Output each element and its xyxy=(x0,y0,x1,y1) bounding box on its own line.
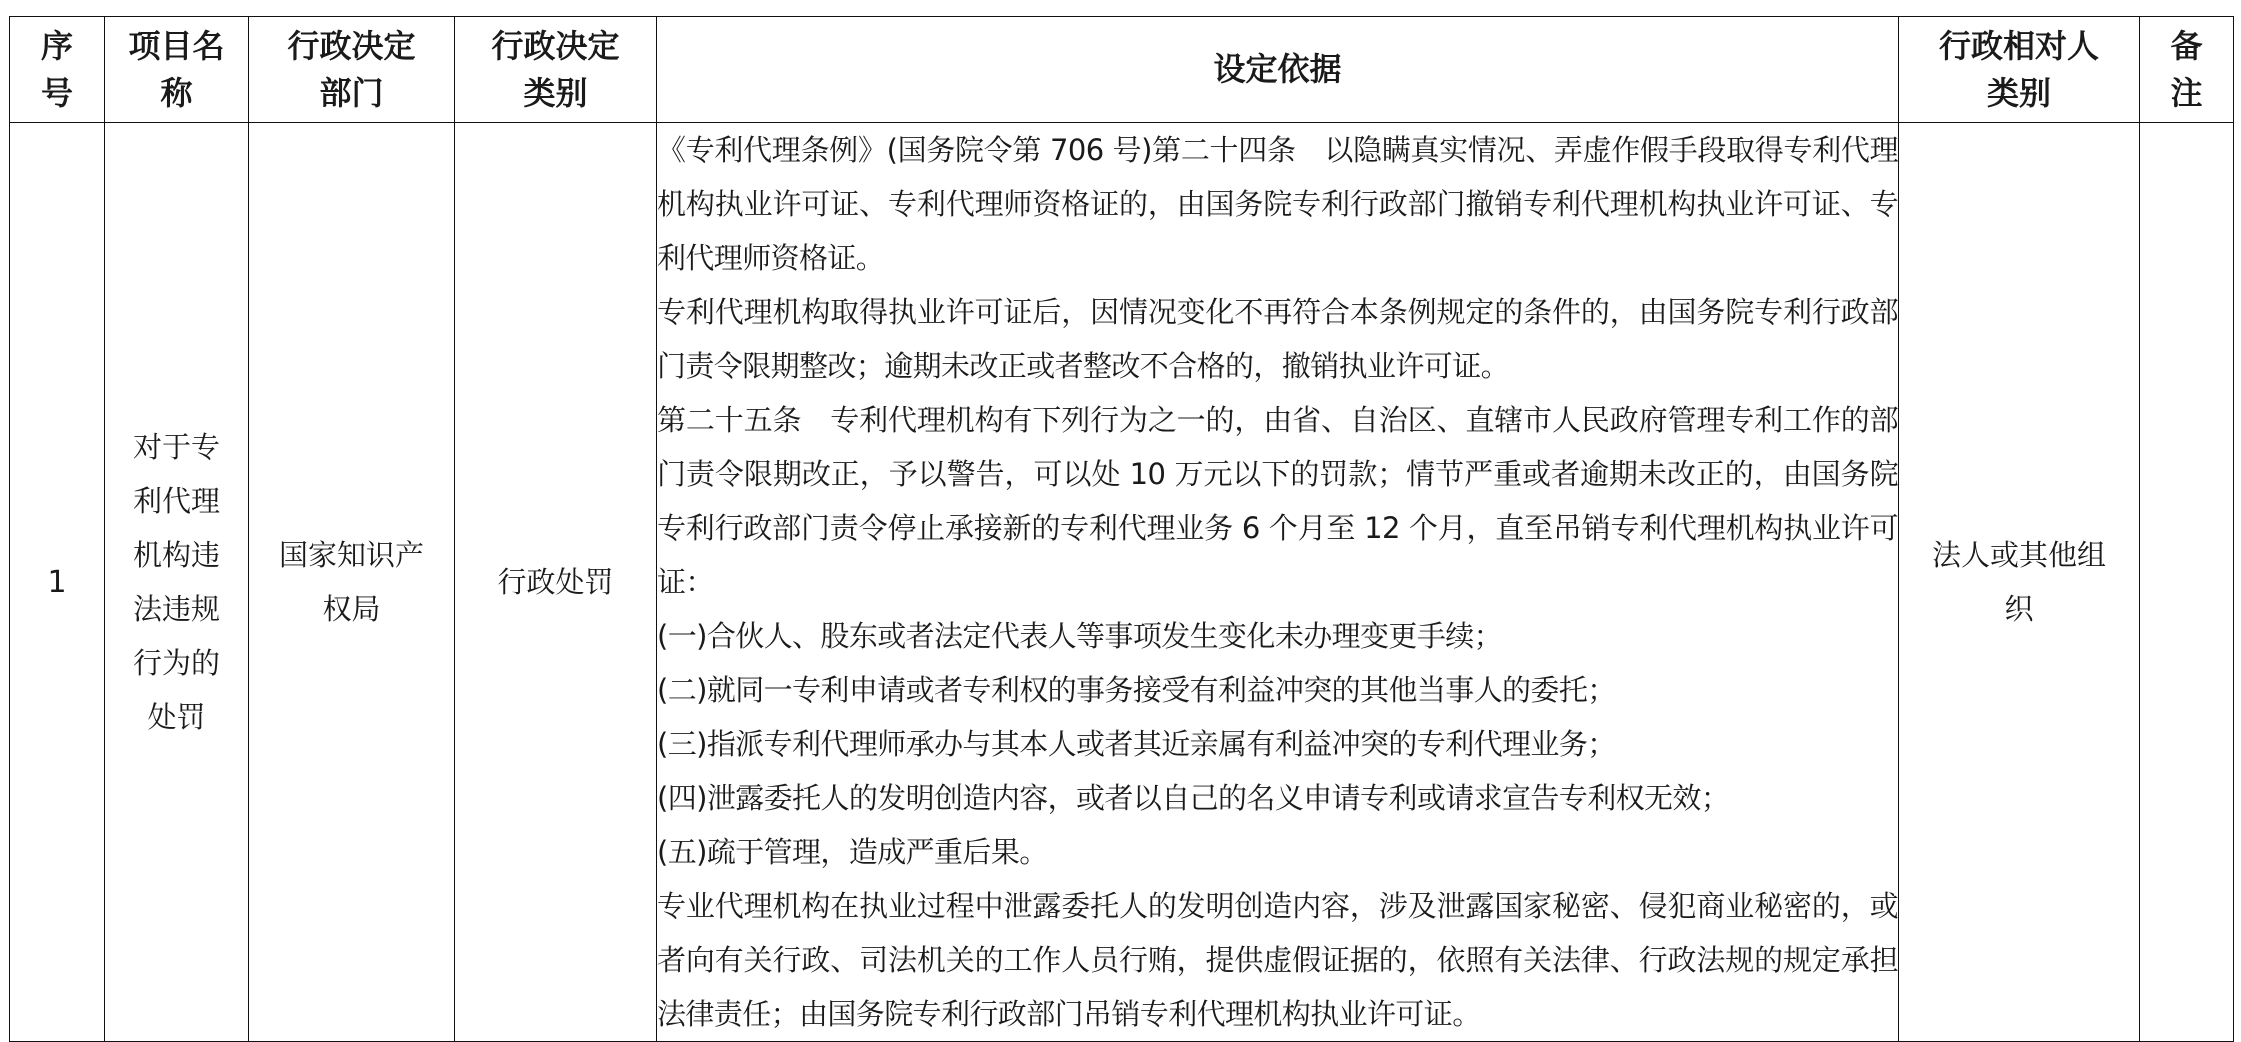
header-name xyxy=(105,17,249,123)
basis-paragraph: (五)疏于管理，造成严重后果。 xyxy=(657,835,1048,869)
row-category: 行政处罚 xyxy=(497,565,614,599)
row-seq: 1 xyxy=(47,564,67,600)
header-category-label: 行政决定 类别 xyxy=(491,26,620,112)
basis-paragraph: (三)指派专利代理师承办与其本人或者其近亲属有利益冲突的专利代理业务； xyxy=(657,727,1616,761)
cell-party xyxy=(1899,123,2140,1042)
header-party xyxy=(1899,17,2140,123)
basis-paragraph: (二)就同一专利申请或者专利权的事务接受有利益冲突的其他当事人的委托； xyxy=(657,673,1616,707)
regulation-table xyxy=(9,16,2234,1042)
header-category xyxy=(455,17,657,123)
basis-paragraph: 第二十五条 专利代理机构有下列行为之一的，由省、自治区、直辖市人民政府管理专利工作的部门责令限期改正，予以警告，可以处 10 万元以下的罚款；情节严重或者逾期未改正的，由国务院专利行政部门责令停止承接新的专利代理业务 6 个月至 12 个月，直至吊销专利代理机构执业许可证： xyxy=(657,403,1898,599)
header-seq-label: 序 号 xyxy=(40,26,73,112)
cell-seq xyxy=(10,123,105,1042)
header-dept-label: 行政决定 部门 xyxy=(287,26,416,112)
row-project-name: 对于专 利代理 机构违 法违规 行为的 处罚 xyxy=(132,430,220,734)
row-department: 国家知识产 权局 xyxy=(278,538,424,626)
header-name-label: 项目名 称 xyxy=(128,26,225,112)
header-note-label: 备 注 xyxy=(2170,26,2203,112)
cell-category xyxy=(455,123,657,1042)
basis-paragraph: 专利代理机构取得执业许可证后，因情况变化不再符合本条例规定的条件的，由国务院专利行政部门责令限期整改；逾期未改正或者整改不合格的，撤销执业许可证。 xyxy=(657,295,1898,383)
header-dept xyxy=(249,17,455,123)
basis-paragraph: (四)泄露委托人的发明创造内容，或者以自己的名义申请专利或请求宣告专利权无效； xyxy=(657,781,1730,815)
header-basis xyxy=(657,17,1899,123)
cell-note xyxy=(2140,123,2234,1042)
table-row xyxy=(10,123,2234,1042)
cell-basis xyxy=(657,123,1899,1042)
cell-dept xyxy=(249,123,455,1042)
basis-paragraph: 专业代理机构在执业过程中泄露委托人的发明创造内容，涉及泄露国家秘密、侵犯商业秘密的，或者向有关行政、司法机关的工作人员行贿，提供虚假证据的，依照有关法律、行政法规的规定承担法律责任；由国务院专利行政部门吊销专利代理机构执业许可证。 xyxy=(657,889,1898,1031)
basis-paragraph: 《专利代理条例》(国务院令第 706 号)第二十四条 以隐瞒真实情况、弄虚作假手段取得专利代理机构执业许可证、专利代理师资格证的，由国务院专利行政部门撤销专利代理机构执业许可证、专利代理师资格证。 xyxy=(657,133,1898,275)
row-party-type: 法人或其他组 织 xyxy=(1931,538,2106,626)
cell-name xyxy=(105,123,249,1042)
header-row xyxy=(10,17,2234,123)
header-basis-label: 设定依据 xyxy=(1213,50,1342,88)
header-party-label: 行政相对人 类别 xyxy=(1938,26,2099,112)
basis-paragraph: (一)合伙人、股东或者法定代表人等事项发生变化未办理变更手续； xyxy=(657,619,1503,653)
header-note xyxy=(2140,17,2234,123)
header-seq xyxy=(10,17,105,123)
